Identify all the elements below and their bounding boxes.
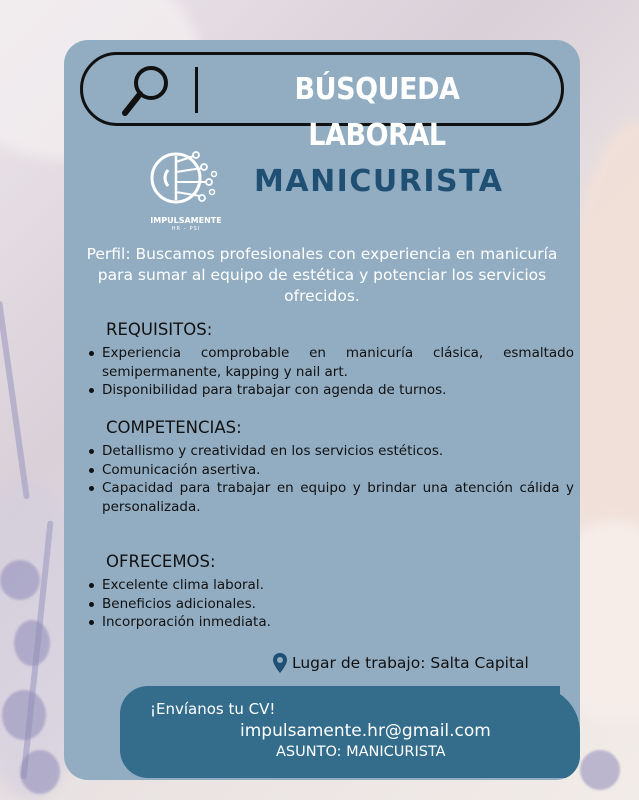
competencias-list xyxy=(86,442,574,516)
profile-description: Perfil: Buscamos profesionales con experiencia en manicuría para sumar al equipo de estética y potenciar los servicios ofrecidos. xyxy=(86,245,558,305)
list-item: Comunicación asertiva. xyxy=(86,461,574,480)
list-item: Capacidad para trabajar en equipo y brindar una atención cálida y personalizada. xyxy=(86,479,574,516)
email-subject: ASUNTO: MANICURISTA xyxy=(276,744,446,760)
list-item: Detallismo y creatividad en los servicios estéticos. xyxy=(86,442,574,461)
list-item: Beneficios adicionales. xyxy=(86,595,574,614)
contact-band-tail xyxy=(534,686,580,778)
search-bar xyxy=(80,52,564,153)
location-pin-icon xyxy=(272,652,288,674)
competencias-heading: COMPETENCIAS: xyxy=(106,418,242,437)
role-title: MANICURISTA xyxy=(254,164,504,199)
logo-subtitle: HR – PSI xyxy=(171,226,201,232)
ofrecemos-list xyxy=(86,576,574,632)
requisitos-list xyxy=(86,344,574,400)
divider xyxy=(195,67,198,113)
requisitos-heading: REQUISITOS: xyxy=(106,320,213,339)
impulsamente-logo-icon xyxy=(146,142,226,226)
search-icon xyxy=(117,61,177,121)
contact-email[interactable]: impulsamente.hr@gmail.com xyxy=(240,721,491,741)
cta-label: ¡Envíanos tu CV! xyxy=(150,700,276,718)
location-text: Lugar de trabajo: Salta Capital xyxy=(292,654,529,672)
logo-name: IMPULSAMENTE xyxy=(150,216,222,225)
list-item: Experiencia comprobable en manicuría clásica, esmaltado semipermanente, kapping y nail art. xyxy=(86,344,574,381)
work-location xyxy=(272,650,529,676)
job-posting-card xyxy=(64,40,580,780)
list-item: Incorporación inmediata. xyxy=(86,613,574,632)
ofrecemos-heading: OFRECEMOS: xyxy=(106,552,216,571)
list-item: Disponibilidad para trabajar con agenda de turnos. xyxy=(86,381,574,400)
list-item: Excelente clima laboral. xyxy=(86,576,574,595)
page-title: BÚSQUEDA LABORAL xyxy=(294,72,460,153)
